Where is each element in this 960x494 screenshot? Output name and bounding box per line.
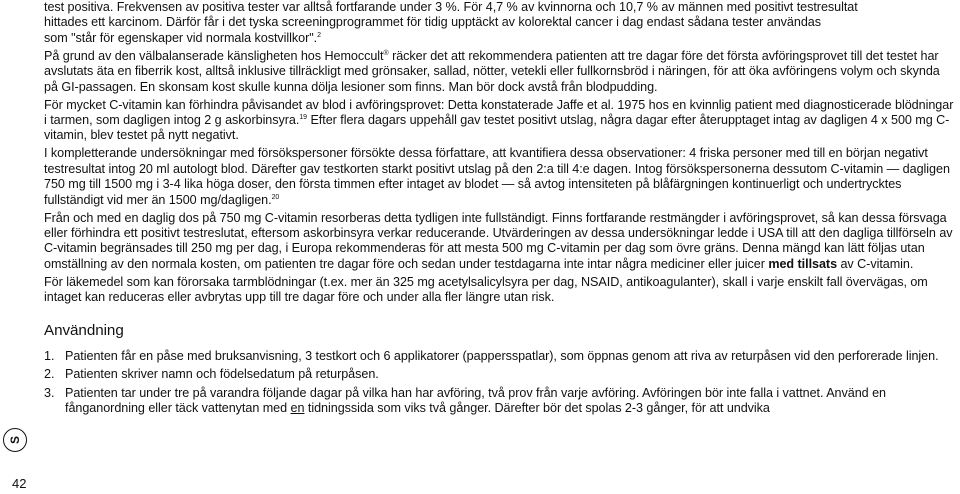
list-item-text: Patienten får en påse med bruksanvisning, 3 testkort och 6 applikatorer (pappersspatlar), som öppnas genom att riva av returpåsen vid den perforerade linjen. bbox=[65, 348, 939, 363]
section-heading: Användning bbox=[44, 321, 124, 339]
document-body bbox=[44, 0, 956, 419]
paragraph-hemoccult bbox=[44, 49, 956, 95]
footnote-ref-19: 19 bbox=[299, 114, 307, 122]
list-item-underlined: en bbox=[290, 400, 305, 415]
paragraph-dosage-end: av C-vitamin. bbox=[837, 256, 914, 271]
list-item-number: 1. bbox=[44, 348, 55, 363]
paragraph-dosage-bold: med tillsats bbox=[768, 256, 838, 271]
paragraph-medication-text: För läkemedel som kan förorsaka tarmblödningar (t.ex. mer än 325 mg acetylsalicylsyra per dag, NSAID, antikoagulanter), skall i varje enskilt fall övervägas, om intaget kan reduceras eller avbrytas upp till tre dagar före och under alla fler längre utan risk. bbox=[44, 274, 928, 305]
language-tab-badge bbox=[3, 428, 27, 452]
list-item-text-end: tidningssida som viks två gånger. Därefter bör det spolas 2-3 gånger, för att undvika bbox=[304, 400, 770, 415]
list-item-text-start: Patienten tar under tre på varandra följande dagar på vilka han har avföring, två prov från varje avföring. Avföringen bör inte falla i vattnet. Använd en fånganordning eller täck vattenytan med bbox=[65, 385, 886, 415]
instructions-list bbox=[44, 349, 956, 417]
registered-mark: ® bbox=[383, 49, 389, 57]
paragraph-hemoccult-start: På grund av den välbalanserade känsligheten hos Hemoccult bbox=[44, 48, 384, 63]
list-item bbox=[44, 367, 956, 382]
paragraph-intro-line-1: test positiva. Frekvensen av positiva tester var alltså fortfarande under 3 %. För 4,7 % av kvinnorna och 10,7 % av männen med positivt testresultat bbox=[44, 0, 858, 14]
footnote-ref-20: 20 bbox=[271, 193, 280, 201]
paragraph-vitamin-c bbox=[44, 98, 956, 144]
paragraph-vitamin-c-start: För mycket C-vitamin kan förhindra påvisandet av blod i avföringsprovet: Detta konstaterade Jaffe et al. 1975 hos en kvinnlig patient med diagnosticerade blödningar i tarmen, som dagligen intog 2 g askorbinsyra. bbox=[44, 97, 954, 128]
paragraph-dosage-start: Från och med en daglig dos på 750 mg C-vitamin resorberas detta tydligen inte fullständigt. Finns fortfarande restmängder i avföringsprovet, så kan dessa försvaga eller förhindra ett positivt testreslutat, eftersom askorbinsyra verkar reducerande. Utvärderingen av dessa undersökningar ledde i USA till att den dagliga tillförseln av C-vitamin begränsades till 250 mg per dag, i Europa rekommenderas för att mesta 500 mg C-vitamin per dag som övre gräns. Denna mängd kan lätt följas utan omställning av den normala kosten, om patienten tre dagar före och sedan under testdagarna inte intar några mediciner eller juicer bbox=[44, 210, 953, 271]
paragraph-medication bbox=[44, 275, 956, 306]
list-item-number: 3. bbox=[44, 385, 55, 400]
paragraph-vitamin-c-rest: Efter flera dagars uppehåll gav testet positivt utslag, några dagar efter återupptaget intag av dagligen 4 x 500 mg C-vitamin, blev testet på nytt negativt. bbox=[44, 113, 950, 143]
paragraph-studies bbox=[44, 146, 956, 208]
list-item bbox=[44, 349, 956, 364]
paragraph-intro-line-3: som "står för egenskaper vid normala kostvillkor". bbox=[44, 30, 318, 45]
language-tab-letter: S bbox=[8, 436, 22, 445]
paragraph-intro-line-2: hittades ett karcinom. Därför får i det tyska screeningprogrammet för tidig upptäckt av kolorektal cancer i dag endast sådana tester användas bbox=[44, 15, 821, 30]
paragraph-dosage bbox=[44, 211, 956, 273]
paragraph-intro bbox=[44, 0, 956, 46]
paragraph-studies-text: I kompletterande undersökningar med försökspersoner försökte dessa författare, att kvantifiera dessa observationer: 4 friska personer med till en början negativt testresultat intog 20 ml autologt blod. Därefter gav testkorten starkt positivt utslag på den 2:a till 4:e dagen. Intog försökspersonerna dessutom C-vitamin — dagligen 750 mg till 1500 mg i 3-4 lika höga doser, den första timmen efter intaget av blodet — så avtog intensiteten på blåfärgningen kontinuerligt och undertrycktes fullständigt vid mer än 1500 mg/dagligen. bbox=[44, 146, 950, 207]
footnote-ref-2: 2 bbox=[317, 31, 321, 39]
paragraph-hemoccult-rest: räcker det att rekommendera patienten att tre dagar före det första avföringsprovet till det testet har avslutats äta en fiberrik kost, alltså inklusive tillräckligt med grönsaker, sallad, nötter, vetekli eller fullkornsbröd i näringen, för att öka avföringens volym och skynda på GI-passagen. En skonsam kost skulle kunna dölja lesioner som finns. Man bör dock avstå från blodpudding. bbox=[44, 48, 940, 94]
list-item bbox=[44, 386, 956, 417]
page-number: 42 bbox=[12, 476, 27, 491]
list-item-number: 2. bbox=[44, 367, 55, 382]
list-item-text: Patienten skriver namn och födelsedatum på returpåsen. bbox=[65, 367, 379, 382]
